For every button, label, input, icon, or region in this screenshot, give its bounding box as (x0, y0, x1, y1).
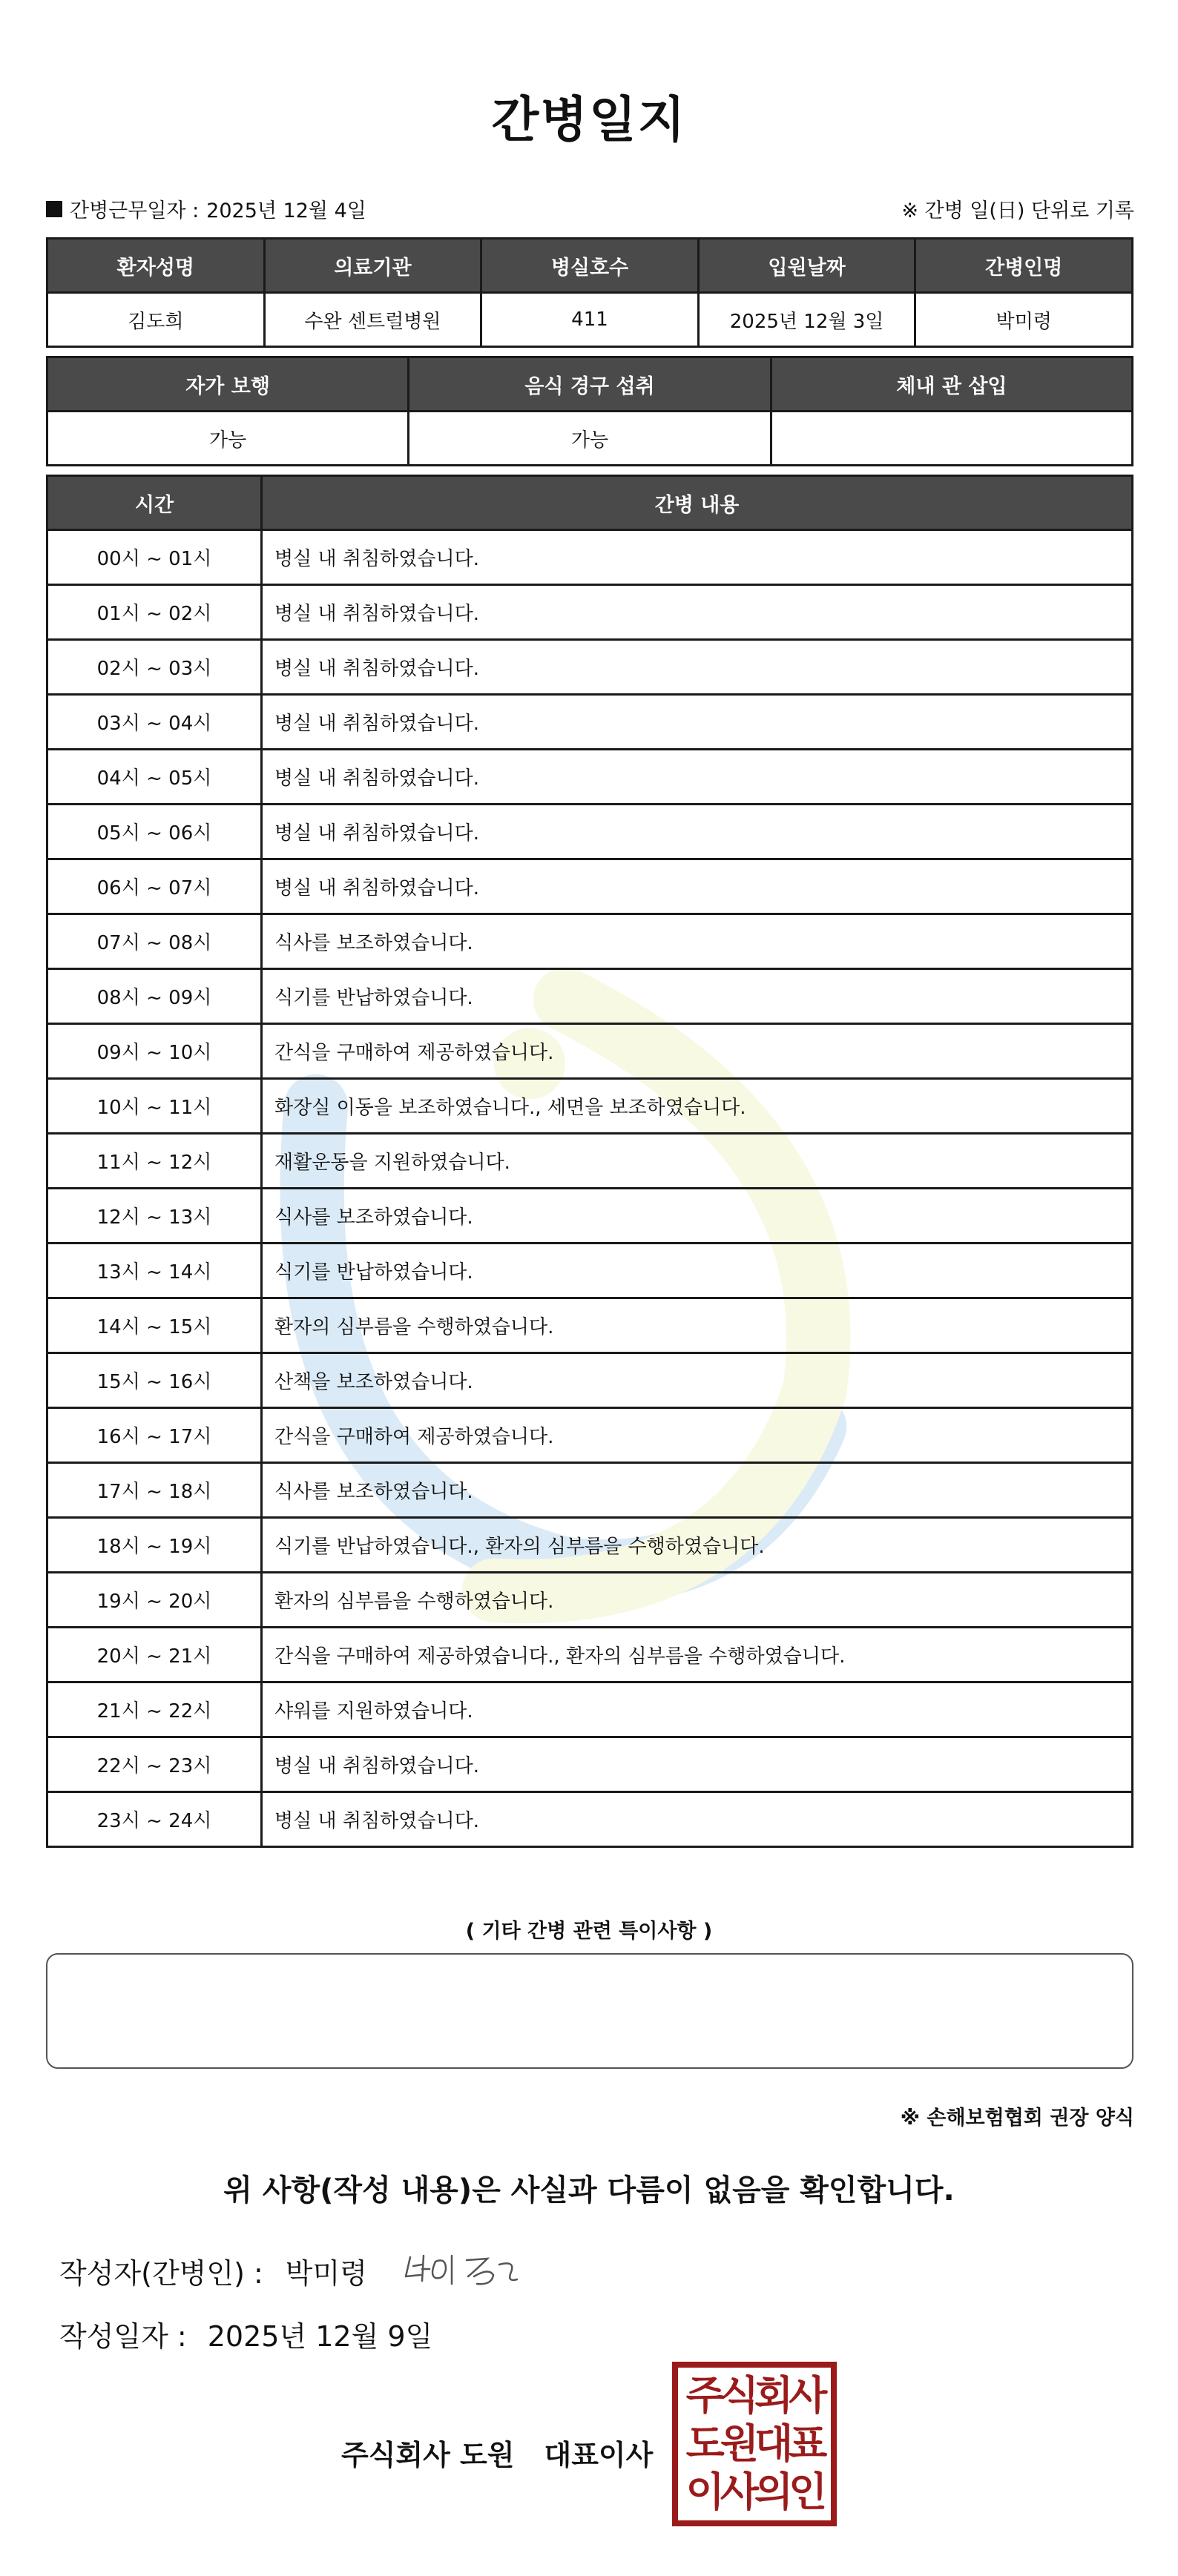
log-content: 간식을 구매하여 제공하였습니다. (262, 1024, 1133, 1079)
log-content: 간식을 구매하여 제공하였습니다., 환자의 심부름을 수행하였습니다. (262, 1628, 1133, 1682)
status-header-oral-intake: 음식 경구 섭취 (409, 357, 771, 412)
log-content: 병실 내 취침하였습니다. (262, 1737, 1133, 1792)
table-row (47, 530, 1133, 585)
log-time: 10시 ~ 11시 (47, 1079, 262, 1134)
log-header-time: 시간 (47, 476, 262, 530)
log-content: 샤워를 지원하였습니다. (262, 1682, 1133, 1737)
log-time: 12시 ~ 13시 (47, 1189, 262, 1244)
log-header-row (47, 476, 1133, 530)
log-time: 04시 ~ 05시 (47, 750, 262, 805)
log-content: 식기를 반납하였습니다. (262, 1244, 1133, 1298)
seal-line: 도원대표 (685, 2420, 823, 2467)
unit-note: ※ 간병 일(日) 단위로 기록 (901, 199, 1134, 222)
special-notes-heading: ( 기타 간병 관련 특이사항 ) (465, 1920, 713, 1943)
table-row (47, 1134, 1133, 1189)
seal-line: 이사의인 (685, 2468, 823, 2515)
log-content: 병실 내 취침하였습니다. (262, 530, 1133, 585)
status-oral-intake: 가능 (409, 412, 771, 466)
table-row (47, 1244, 1133, 1298)
patient-info-table (46, 237, 1133, 348)
table-row (47, 1792, 1133, 1847)
log-content: 병실 내 취침하였습니다. (262, 695, 1133, 750)
log-time: 08시 ~ 09시 (47, 969, 262, 1024)
log-time: 23시 ~ 24시 (47, 1792, 262, 1847)
patient-name: 김도희 (47, 293, 265, 347)
table-row (47, 585, 1133, 640)
form-note: ※ 손해보험협회 권장 양식 (900, 2107, 1134, 2130)
table-row (47, 1682, 1133, 1737)
written-date-label: 작성일자 : (59, 2320, 187, 2353)
room-number: 411 (481, 293, 699, 347)
log-time: 03시 ~ 04시 (47, 695, 262, 750)
status-walking: 가능 (47, 412, 409, 466)
table-row (47, 805, 1133, 859)
log-body (47, 530, 1133, 1847)
info-header-row (47, 239, 1133, 293)
info-header-caregiver: 간병인명 (915, 239, 1133, 293)
log-time: 09시 ~ 10시 (47, 1024, 262, 1079)
work-date-value: 2025년 12월 4일 (206, 199, 366, 222)
table-row (47, 1353, 1133, 1408)
company-seal (672, 2362, 837, 2526)
log-content: 병실 내 취침하였습니다. (262, 750, 1133, 805)
log-time: 13시 ~ 14시 (47, 1244, 262, 1298)
admission-date: 2025년 12월 3일 (698, 293, 915, 347)
table-row (47, 969, 1133, 1024)
log-content: 화장실 이동을 보조하였습니다., 세면을 보조하였습니다. (262, 1079, 1133, 1134)
log-time: 01시 ~ 02시 (47, 585, 262, 640)
status-header-walking: 자가 보행 (47, 357, 409, 412)
log-time: 00시 ~ 01시 (47, 530, 262, 585)
log-time: 20시 ~ 21시 (47, 1628, 262, 1682)
table-row (47, 640, 1133, 695)
log-time: 02시 ~ 03시 (47, 640, 262, 695)
table-row (47, 1737, 1133, 1792)
log-time: 11시 ~ 12시 (47, 1134, 262, 1189)
table-row (47, 1628, 1133, 1682)
info-value-row (47, 293, 1133, 347)
patient-status-table (46, 356, 1133, 466)
table-row (47, 1573, 1133, 1628)
log-time: 05시 ~ 06시 (47, 805, 262, 859)
writer-label: 작성자(간병인) : (59, 2256, 263, 2290)
status-header-row (47, 357, 1133, 412)
table-row (47, 1024, 1133, 1079)
log-content: 병실 내 취침하였습니다. (262, 805, 1133, 859)
log-content: 재활운동을 지원하였습니다. (262, 1134, 1133, 1189)
status-header-tube: 체내 관 삽입 (771, 357, 1132, 412)
log-content: 간식을 구매하여 제공하였습니다. (262, 1408, 1133, 1463)
log-content: 환자의 심부름을 수행하였습니다. (262, 1298, 1133, 1353)
log-content: 식사를 보조하였습니다. (262, 1189, 1133, 1244)
table-row (47, 914, 1133, 969)
table-row (47, 1408, 1133, 1463)
care-log-table (46, 475, 1133, 1848)
work-date-label: 간병근무일자 : (70, 199, 200, 222)
log-content: 식사를 보조하였습니다. (262, 914, 1133, 969)
log-content: 병실 내 취침하였습니다. (262, 640, 1133, 695)
log-time: 17시 ~ 18시 (47, 1463, 262, 1518)
log-content: 환자의 심부름을 수행하였습니다. (262, 1573, 1133, 1628)
table-row (47, 1298, 1133, 1353)
work-date-row (46, 194, 366, 223)
confirmation-statement: 위 사항(작성 내용)은 사실과 다름이 없음을 확인합니다. (223, 2173, 955, 2207)
company-row (341, 2432, 653, 2473)
company-name: 주식회사 도원 (341, 2439, 515, 2471)
info-header-patient-name: 환자성명 (47, 239, 265, 293)
info-header-room: 병실호수 (481, 239, 699, 293)
handwritten-signature (400, 2247, 526, 2294)
log-header-content: 간병 내용 (262, 476, 1133, 530)
log-content: 식기를 반납하였습니다. (262, 969, 1133, 1024)
info-header-institution: 의료기관 (264, 239, 481, 293)
log-time: 21시 ~ 22시 (47, 1682, 262, 1737)
log-time: 06시 ~ 07시 (47, 859, 262, 914)
log-content: 병실 내 취침하였습니다. (262, 859, 1133, 914)
status-value-row (47, 412, 1133, 466)
log-time: 14시 ~ 15시 (47, 1298, 262, 1353)
table-row (47, 1518, 1133, 1573)
log-content: 병실 내 취침하였습니다. (262, 1792, 1133, 1847)
log-time: 15시 ~ 16시 (47, 1353, 262, 1408)
status-tube (771, 412, 1132, 466)
table-row (47, 750, 1133, 805)
written-date-row (59, 2314, 432, 2354)
table-row (47, 695, 1133, 750)
seal-line: 주식회사 (685, 2372, 823, 2420)
log-time: 16시 ~ 17시 (47, 1408, 262, 1463)
table-row (47, 1079, 1133, 1134)
log-time: 19시 ~ 20시 (47, 1573, 262, 1628)
log-time: 22시 ~ 23시 (47, 1737, 262, 1792)
log-content: 식기를 반납하였습니다., 환자의 심부름을 수행하였습니다. (262, 1518, 1133, 1573)
institution: 수완 센트럴병원 (264, 293, 481, 347)
writer-row (59, 2247, 526, 2294)
log-content: 식사를 보조하였습니다. (262, 1463, 1133, 1518)
log-content: 산책을 보조하였습니다. (262, 1353, 1133, 1408)
written-date-value: 2025년 12월 9일 (207, 2320, 433, 2353)
caregiver-name: 박미령 (915, 293, 1133, 347)
document-title: 간병일지 (491, 91, 687, 148)
log-content: 병실 내 취침하였습니다. (262, 585, 1133, 640)
square-bullet-icon (46, 201, 62, 217)
table-row (47, 1189, 1133, 1244)
log-time: 07시 ~ 08시 (47, 914, 262, 969)
log-time: 18시 ~ 19시 (47, 1518, 262, 1573)
company-title: 대표이사 (544, 2439, 654, 2471)
special-notes-box (46, 1953, 1133, 2069)
table-row (47, 1463, 1133, 1518)
writer-name: 박미령 (285, 2256, 367, 2290)
table-row (47, 859, 1133, 914)
info-header-admission-date: 입원날짜 (698, 239, 915, 293)
